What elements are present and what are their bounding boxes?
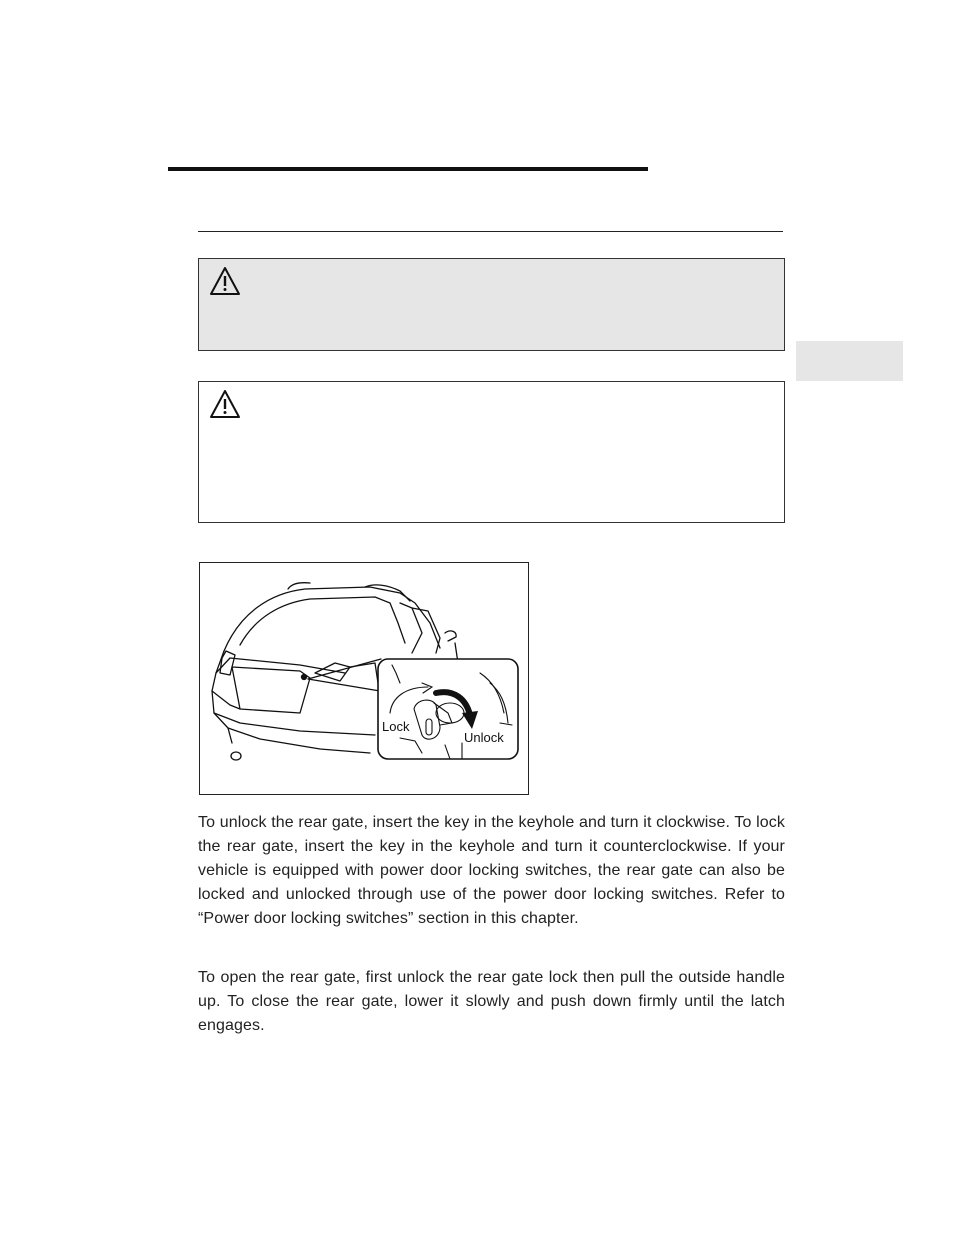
caution-box bbox=[198, 381, 785, 523]
rear-gate-key-figure bbox=[199, 562, 529, 795]
section-rule bbox=[198, 231, 783, 232]
warning-triangle-icon bbox=[209, 266, 241, 296]
warning-box bbox=[198, 258, 785, 351]
body-paragraph-unlock: To unlock the rear gate, insert the key in the keyhole and turn it clockwise. To lock the rear gate, insert the key in the keyhole and turn it counterclockwise. If your vehicle is equipped with power door locking switches, the rear gate can also be locked and unlocked through use of the power door locking switches. Refer to “Power door locking switches” section in this chapter. bbox=[198, 814, 785, 927]
caution-triangle-icon bbox=[209, 389, 241, 419]
chapter-tab bbox=[796, 341, 903, 381]
rear-gate-illustration bbox=[200, 563, 530, 796]
lock-label: Lock bbox=[382, 719, 410, 734]
body-paragraph-open: To open the rear gate, first unlock the rear gate lock then pull the outside handle up. To close the rear gate, lower it slowly and push down firmly until the latch engages. bbox=[198, 969, 785, 1034]
unlock-label: Unlock bbox=[464, 730, 504, 745]
top-rule bbox=[168, 167, 648, 171]
